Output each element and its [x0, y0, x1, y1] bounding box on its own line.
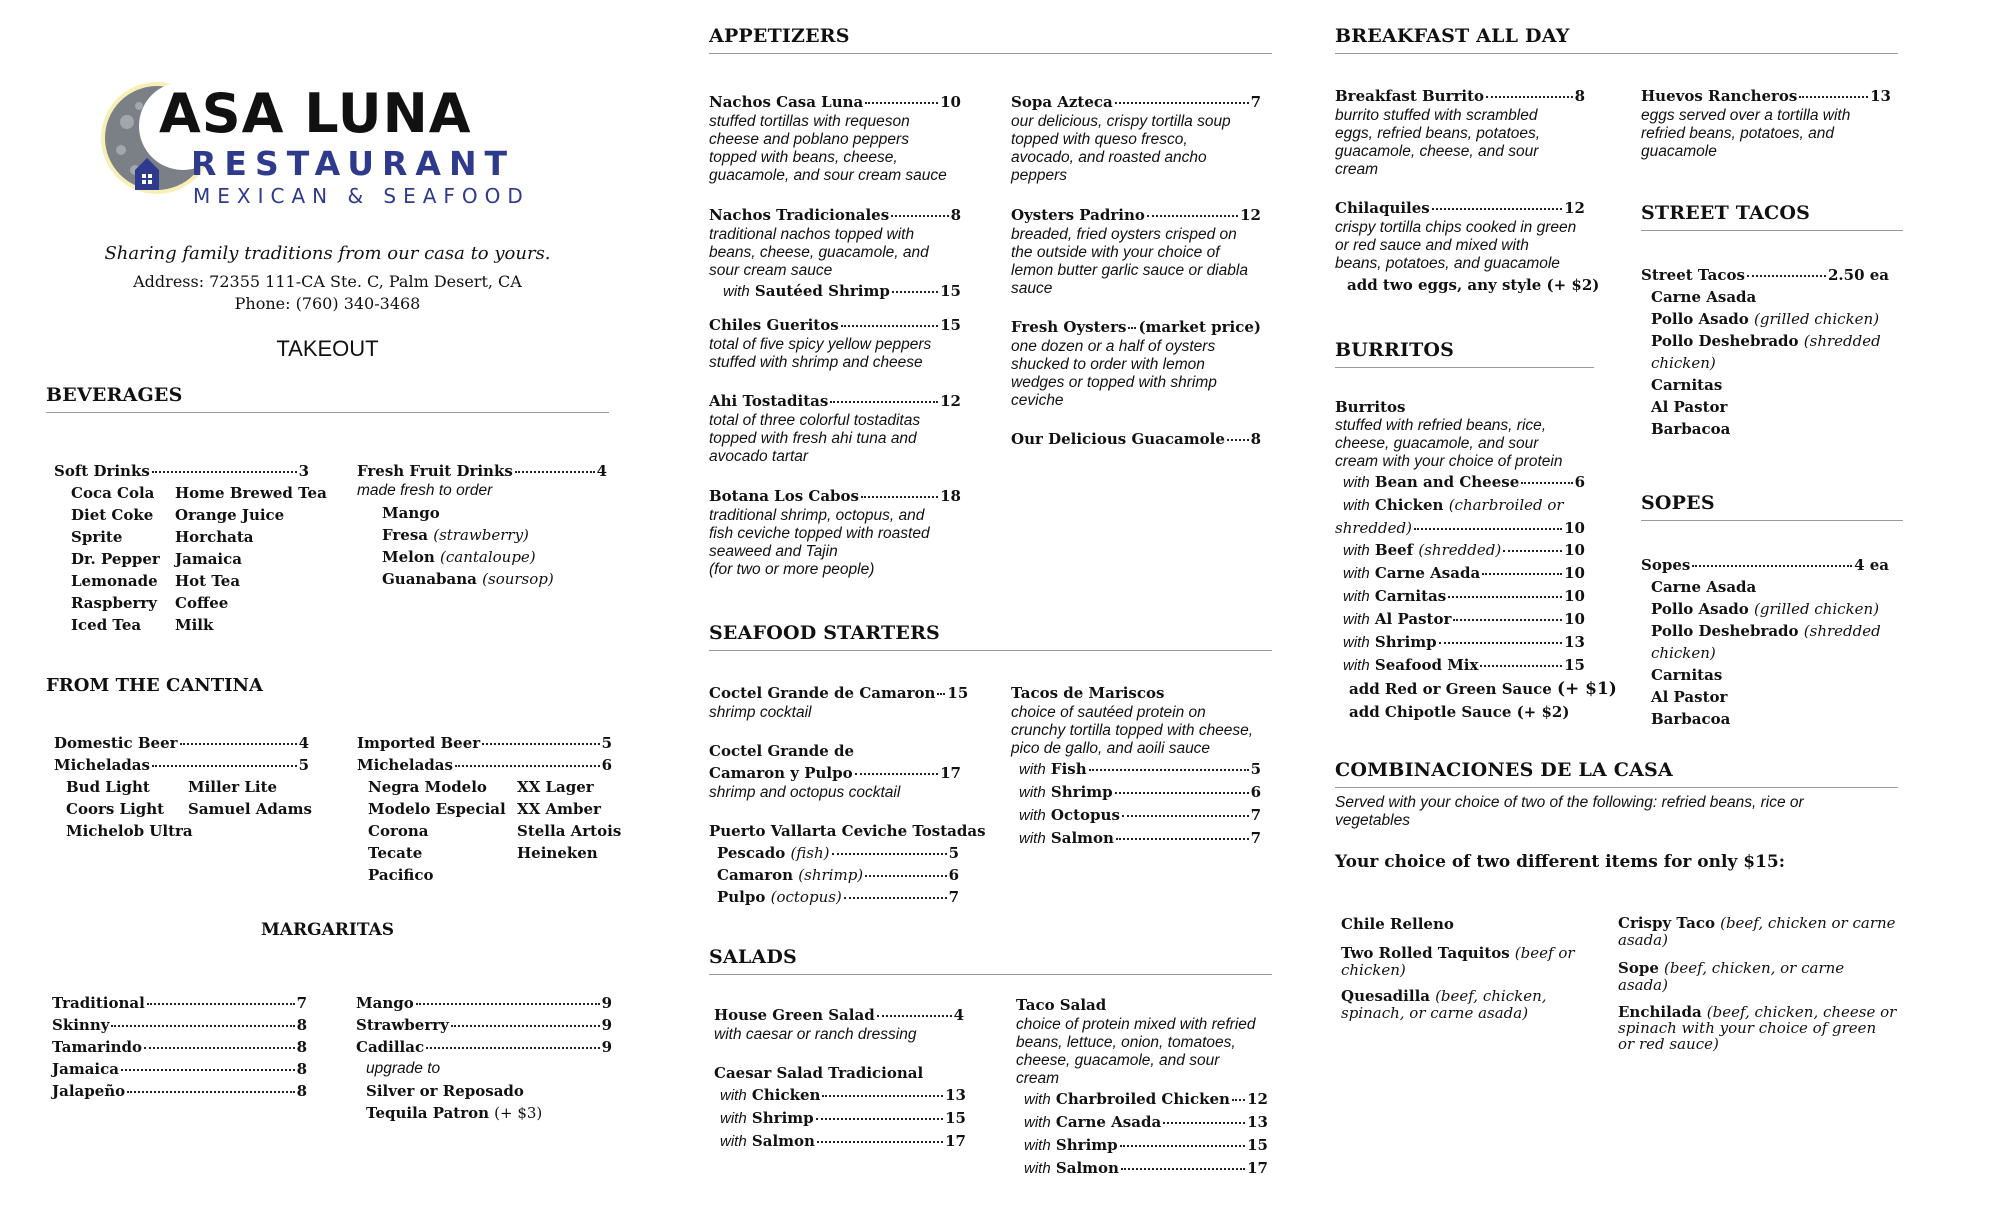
combinaciones-desc: Served with your choice of two of the following: refried beans, rice or vegetables: [1335, 794, 1804, 829]
list-item: Hot Tea: [175, 572, 241, 590]
list-item: Milk: [175, 616, 214, 634]
margaritas-left: Traditional 7 Skinny 8 Tamarindo 8 Jamaica 8 Jalapeño 8: [52, 994, 307, 1100]
list-item: Coca Cola: [71, 484, 155, 502]
tacos-de-mariscos: Tacos de Mariscos choice of sautéed protein on crunchy tortilla topped with cheese, pico de gallo, and aoili sauce with Fish 5 with Shrimp 6 with Octopus 7 with Salmon 7: [1011, 684, 1261, 847]
breakfast-burrito: Breakfast Burrito 8 burrito stuffed with scrambled eggs, refried beans, potatoes, guacamole, cheese, and sour cream: [1335, 87, 1585, 178]
coctel-grande-pulpo: Coctel Grande de Camaron y Pulpo 17 shrimp and octopus cocktail: [709, 742, 961, 801]
chiles-gueritos: Chiles Gueritos 15 total of five spicy yellow peppers stuffed with shrimp and cheese: [709, 316, 961, 371]
house-green-salad: House Green Salad 4 with caesar or ranch dressing: [714, 1006, 964, 1043]
phone: Phone: (760) 340-3468: [234, 294, 421, 313]
list-item: Miller Lite: [188, 778, 278, 796]
list-item: Carnitas: [1651, 666, 1723, 684]
salads-heading: SALADS: [709, 946, 1272, 975]
list-item: Barbacoa: [1651, 710, 1731, 728]
logo: [95, 76, 555, 216]
list-item: Carne Asada: [1651, 288, 1757, 306]
list-item: Lemonade: [71, 572, 158, 590]
huevos-rancheros: Huevos Rancheros 13 eggs served over a tortilla with refried beans, potatoes, and guacamole: [1641, 87, 1891, 160]
list-item: Pollo Deshebrado (shredded: [1651, 622, 1881, 640]
list-item: Fresa (strawberry): [382, 526, 529, 544]
list-item: Michelob Ultra: [66, 822, 193, 840]
list-item: Jamaica: [175, 550, 242, 568]
list-item: Horchata: [175, 528, 254, 546]
domestic-beer: Domestic Beer 4 Micheladas 5: [54, 734, 309, 774]
takeout-label: TAKEOUT: [276, 336, 379, 361]
list-item: Tecate: [368, 844, 423, 862]
list-item: Carne Asada: [1651, 578, 1757, 596]
caesar-salad: Caesar Salad Tradicional with Chicken 13 with Shrimp 15 with Salmon 17: [714, 1064, 966, 1150]
combo-left: Chile Relleno Two Rolled Taquitos (beef or chicken) Quesadilla (beef, chicken, spinach, or carne asada): [1341, 915, 1575, 1022]
sopes-heading: SOPES: [1641, 492, 1903, 521]
soft-drinks: Soft Drinks 3: [54, 462, 309, 480]
list-item: Al Pastor: [1651, 398, 1728, 416]
combo-right: Crispy Taco (beef, chicken or carne asada) Sope (beef, chicken, or carne asada) Enchilada (beef, chicken, cheese or spinach with your choice of green or red sauce): [1618, 914, 1897, 1053]
list-item: Pacifico: [368, 866, 434, 884]
list-item: XX Lager: [517, 778, 594, 796]
imported-col1: [368, 776, 506, 886]
seafood-starters-heading: SEAFOOD STARTERS: [709, 622, 1272, 651]
list-item: Coffee: [175, 594, 229, 612]
list-item: Negra Modelo: [368, 778, 487, 796]
coctel-grande-camaron: Coctel Grande de Camaron 15 shrimp cocktail: [709, 684, 969, 721]
soft-drinks-col1: [71, 482, 160, 636]
domestic-col2: [188, 776, 312, 820]
imported-beer: Imported Beer 5 Micheladas 6: [357, 734, 612, 774]
list-item: Raspberry: [71, 594, 158, 612]
list-item: Iced Tea: [71, 616, 142, 634]
tagline: Sharing family traditions from our casa to yours.: [104, 243, 551, 264]
combinaciones-heading: COMBINACIONES DE LA CASA: [1335, 759, 1898, 788]
fresh-oysters: Fresh Oysters (market price) one dozen or a half of oysters shucked to order with lemon wedges or topped with shrimp ceviche: [1011, 318, 1261, 409]
fruit-flavors: [382, 502, 554, 590]
imported-col2: [517, 776, 621, 864]
list-item: Diet Coke: [71, 506, 154, 524]
beverages-heading: BEVERAGES: [46, 384, 609, 413]
burritos-block: Burritos stuffed with refried beans, rice, cheese, guacamole, and sour cream with your choice of protein with Bean and Cheese 6 with Chicken (charbroiled or shredded) 10 with Beef (shredded) 10 with Carne Asada 10 with Carnitas 10 with Al Pastor 10 with Shrimp 13 with Seafood Mix 15 add Red or Green Sauce (+ $1) add Chipotle Sauce (+ $2): [1335, 398, 1617, 721]
list-item: Heineken: [517, 844, 598, 862]
list-item: Barbacoa: [1651, 420, 1731, 438]
list-item: Al Pastor: [1651, 688, 1728, 706]
address: Address: 72355 111-CA Ste. C, Palm Desert, CA: [133, 272, 522, 291]
combinaciones-offer: Your choice of two different items for only $15:: [1335, 852, 1786, 872]
list-item: XX Amber: [517, 800, 601, 818]
list-item: Coors Light: [66, 800, 165, 818]
list-item: Mango: [382, 504, 440, 522]
puerto-vallarta-ceviche: Puerto Vallarta Ceviche Tostadas Pescado (fish) 5 Camaron (shrimp) 6 Pulpo (octopus) 7: [709, 822, 986, 906]
taco-salad: Taco Salad choice of protein mixed with refried beans, lettuce, onion, tomatoes, cheese, guacamole, and sour cream with Charbroiled Chicken 12 with Carne Asada 13 with Shrimp 15 with Salmon 17: [1016, 996, 1268, 1177]
sopes-block: Sopes 4 ea Carne Asada Pollo Asado (grilled chicken) Pollo Deshebrado (shredded chicken) Carnitas Al Pastor Barbacoa: [1641, 556, 1889, 728]
logo-restaurant: RESTAURANT: [191, 144, 516, 183]
list-item: Pollo Asado (grilled chicken): [1651, 600, 1880, 618]
fresh-fruit-drinks: Fresh Fruit Drinks 4 made fresh to order: [357, 462, 607, 499]
list-item: Samuel Adams: [188, 800, 312, 818]
logo-casa-luna: ASA LUNA: [159, 82, 472, 145]
cantina-heading: FROM THE CANTINA: [46, 675, 263, 696]
appetizers-heading: APPETIZERS: [709, 25, 1272, 54]
list-item: Modelo Especial: [368, 800, 506, 818]
oysters-padrino: Oysters Padrino 12 breaded, fried oysters crisped on the outside with your choice of lemon butter garlic sauce or diabla sauce: [1011, 206, 1261, 297]
soft-drinks-col2: [175, 482, 327, 636]
list-item: Orange Juice: [175, 506, 285, 524]
street-tacos-heading: STREET TACOS: [1641, 202, 1903, 231]
list-item: Sprite: [71, 528, 123, 546]
list-item: Guanabana (soursop): [382, 570, 554, 588]
ahi-tostaditas: Ahi Tostaditas 12 total of three colorful tostaditas topped with fresh ahi tuna and avocado tartar: [709, 392, 961, 465]
list-item: Corona: [368, 822, 429, 840]
list-item: Pollo Asado (grilled chicken): [1651, 310, 1880, 328]
list-item: Carnitas: [1651, 376, 1723, 394]
margaritas-right: Mango 9 Strawberry 9 Cadillac 9 upgrade to Silver or Reposado Tequila Patron (+ $3): [356, 994, 612, 1122]
list-item: Pollo Deshebrado (shredded: [1651, 332, 1881, 350]
list-item: Melon (cantaloupe): [382, 548, 536, 566]
list-item: chicken): [1651, 354, 1716, 372]
list-item: Stella Artois: [517, 822, 622, 840]
list-item: chicken): [1651, 644, 1716, 662]
list-item: Bud Light: [66, 778, 150, 796]
list-item: Dr. Pepper: [71, 550, 160, 568]
list-item: Home Brewed Tea: [175, 484, 327, 502]
street-tacos-block: Street Tacos 2.50 ea Carne Asada Pollo Asado (grilled chicken) Pollo Deshebrado (shredded chicken) Carnitas Al Pastor Barbacoa: [1641, 266, 1889, 438]
domestic-col1: [66, 776, 193, 842]
botana-los-cabos: Botana Los Cabos 18 traditional shrimp, octopus, and fish ceviche topped with roasted seaweed and Tajin (for two or more people): [709, 487, 961, 578]
nachos-tradicionales: Nachos Tradicionales 8 traditional nachos topped with beans, cheese, guacamole, and sour cream sauce with Sautéed Shrimp 15: [709, 206, 961, 300]
our-delicious-guacamole: Our Delicious Guacamole 8: [1011, 430, 1261, 448]
logo-mexican-seafood: MEXICAN & SEAFOOD: [193, 184, 530, 208]
sopa-azteca: Sopa Azteca 7 our delicious, crispy tortilla soup topped with queso fresco, avocado, and roasted ancho peppers: [1011, 93, 1261, 184]
burritos-heading: BURRITOS: [1335, 339, 1594, 368]
chilaquiles: Chilaquiles 12 crispy tortilla chips cooked in green or red sauce and mixed with beans, potatoes, and guacamole add two eggs, any style (+ $2): [1335, 199, 1600, 294]
nachos-casa-luna: Nachos Casa Luna 10 stuffed tortillas with requeson cheese and poblano peppers topped with beans, cheese, guacamole, and sour cream sauce: [709, 93, 961, 184]
breakfast-heading: BREAKFAST ALL DAY: [1335, 25, 1898, 54]
margaritas-heading: MARGARITAS: [260, 920, 395, 940]
